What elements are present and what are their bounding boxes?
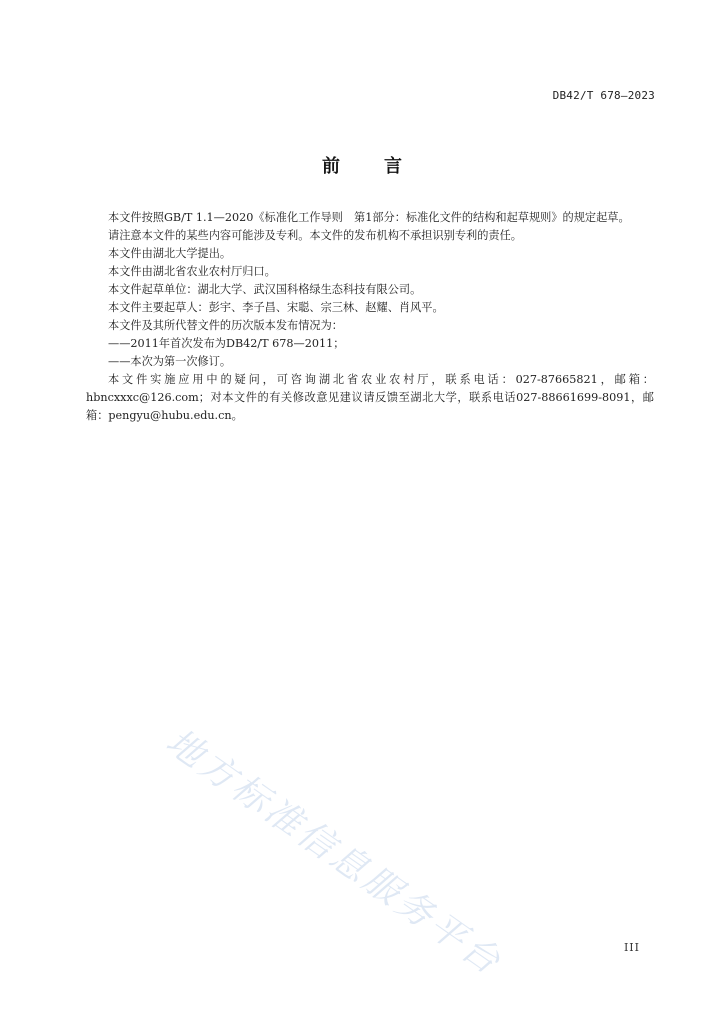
paragraph-drafting-basis: 本文件按照GB/T 1.1—2020《标准化工作导则 第1部分：标准化文件的结构和起草规则》的规定起草。 (108, 211, 630, 224)
paragraph-patent-notice: 请注意本文件的某些内容可能涉及专利。本文件的发布机构不承担识别专利的责任。 (108, 229, 522, 242)
title-char-1: 前 (322, 156, 340, 177)
page-number: III (623, 941, 640, 954)
paragraph-version-current: ——本次为第一次修订。 (108, 355, 232, 368)
paragraph-drafters: 本文件主要起草人：彭宇、李子昌、宋聪、宗三林、赵耀、肖风平。 (108, 301, 444, 314)
paragraph-version-history-intro: 本文件及其所代替文件的历次版本发布情况为： (108, 319, 343, 332)
watermark-text: 地方标准信息服务平台 (158, 721, 510, 985)
title-char-2: 言 (384, 156, 402, 177)
paragraph-version-2011: ——2011年首次发布为DB42/T 678—2011； (108, 337, 345, 350)
paragraph-drafting-units: 本文件起草单位：湖北大学、武汉国科格绿生态科技有限公司。 (108, 283, 422, 296)
paragraph-centralized-unit: 本文件由湖北省农业农村厅归口。 (108, 265, 276, 278)
document-code: DB42/T 678—2023 (552, 89, 655, 102)
foreword-body (86, 209, 654, 425)
page-title (0, 152, 724, 178)
paragraph-contact-info: 本文件实施应用中的疑问，可咨询湖北省农业农村厅，联系电话：027-87665821，邮箱：hbncxxxc@126.com；对本文件的有关修改意见建议请反馈至湖北大学，联系电话027-88661699-8091，邮箱：pengyu@hubu.edu.cn。 (86, 373, 654, 422)
paragraph-proposer: 本文件由湖北大学提出。 (108, 247, 232, 260)
